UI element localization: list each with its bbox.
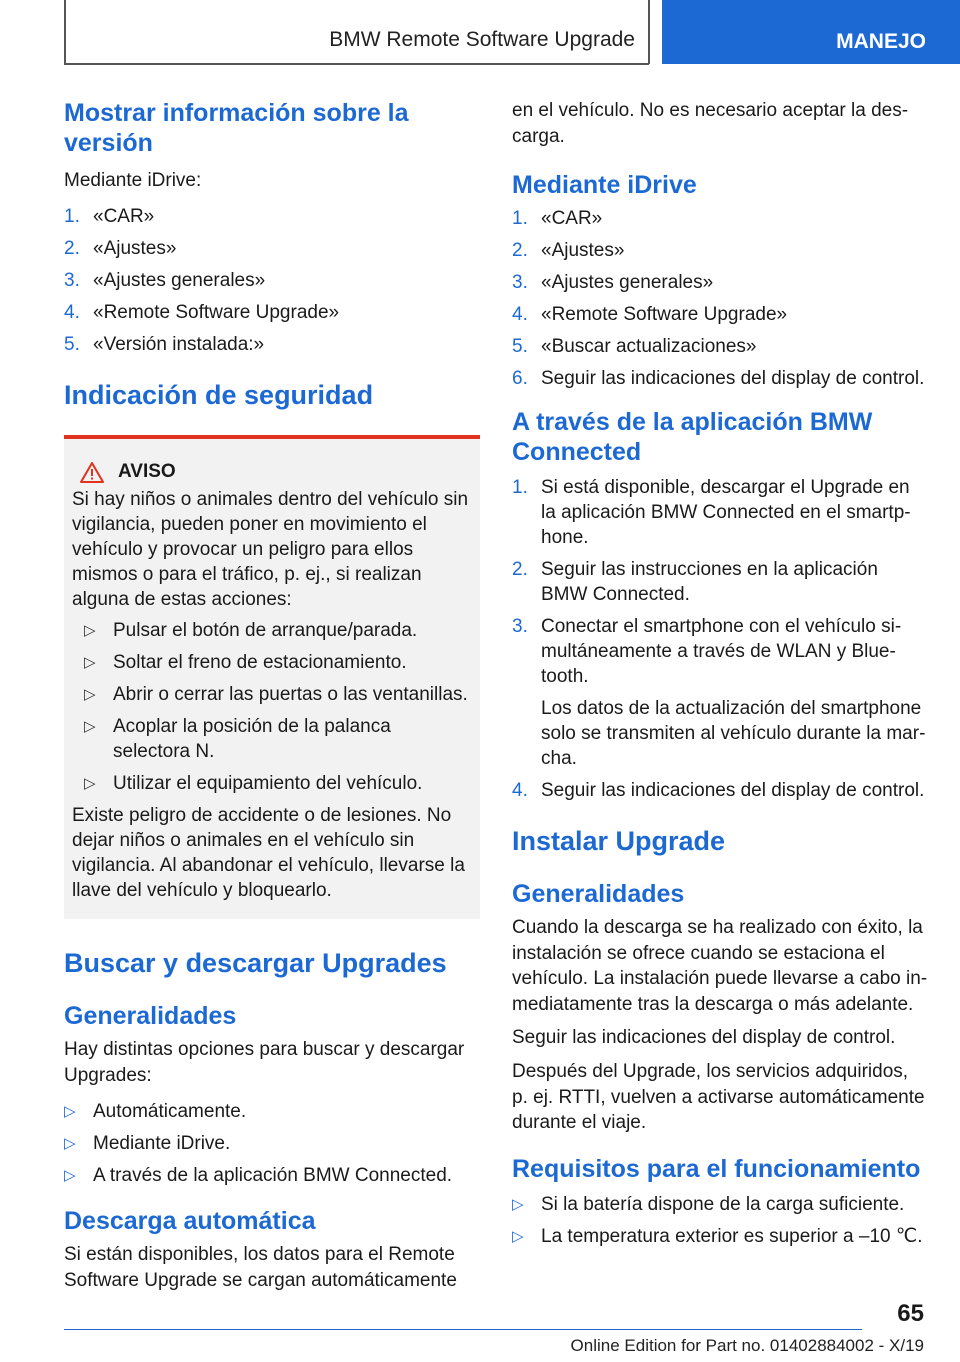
list-item: ▷ Pulsar el botón de arranque/parada. [84, 620, 418, 641]
version-intro: Mediante iDrive: [64, 170, 202, 191]
warning-actions [84, 618, 472, 796]
auto-download-text: Si están disponibles, los datos para el Remote Software Upgrade se cargan automáticamente [64, 1244, 457, 1291]
list-item: ▷ Soltar el freno de estacionamiento. [84, 652, 407, 673]
triangle-bullet-icon: ▷ [84, 718, 96, 735]
heading-search-download: Buscar y descargar Upgrades [64, 948, 447, 978]
header-rule-bottom [64, 63, 649, 65]
list-item: 4. «Remote Software Upgrade» [64, 302, 340, 323]
triangle-bullet-icon: ▷ [512, 1227, 524, 1245]
install-text-3: Después del Upgrade, los servicios adquiridos, p. ej. RTTI, vuelven a activarse automáticamente durante el viaje. [512, 1061, 925, 1133]
footer-edition: Online Edition for Part no. 01402884002 - X/19 [570, 1336, 924, 1355]
list-item: ▷ La temperatura exterior es superior a –10 ℃. [512, 1225, 923, 1247]
download-options [64, 1099, 480, 1188]
subheading-requirements: Requisitos para el funcionamiento [512, 1154, 921, 1183]
heading-safety: Indicación de seguridad [64, 380, 374, 410]
warning-label: AVISO [118, 461, 176, 482]
triangle-bullet-icon: ▷ [84, 775, 96, 792]
triangle-bullet-icon: ▷ [84, 622, 96, 639]
warning-box [64, 435, 480, 919]
triangle-bullet-icon: ▷ [84, 686, 96, 703]
auto-download-continued: en el vehículo. No es necesario aceptar la descarga. [512, 100, 909, 147]
heading-install: Instalar Upgrade [512, 826, 726, 856]
step-note: Los datos de la actualización del smartphone solo se transmiten al vehículo durante la marcha. [541, 698, 926, 769]
options-intro: Hay distintas opciones para buscar y descargar Upgrades: [64, 1039, 465, 1086]
list-item: 5. «Versión instalada:» [64, 334, 265, 355]
warning-triangle-icon [80, 462, 104, 483]
install-text-2: Seguir las indicaciones del display de control. [512, 1027, 896, 1048]
list-item: 1. «CAR» [64, 206, 155, 227]
list-item: 2. «Ajustes» [64, 238, 177, 259]
app-steps [512, 475, 928, 803]
subheading-idrive: Mediante iDrive [512, 171, 697, 199]
subheading-general: Generalidades [64, 1002, 237, 1030]
version-steps [64, 204, 480, 357]
header-rule-left [64, 0, 66, 64]
list-item: 2. «Ajustes» [512, 240, 625, 261]
list-item: 5. «Buscar actualizaciones» [512, 336, 757, 357]
triangle-bullet-icon: ▷ [64, 1135, 76, 1152]
left-column [64, 98, 480, 1294]
warning-text: Si hay niños o animales dentro del vehículo sin vigilancia, pueden poner en movimiento el vehículo y provocar un peligro para ellos mismos o para el tráfico, p. ej., si realizan alguna de estas acciones: [72, 489, 469, 610]
page-number: 65 [897, 1300, 924, 1327]
warning-header [80, 461, 472, 483]
list-item: ▷ Abrir o cerrar las puertas o las ventanillas. [84, 684, 468, 705]
list-item: 3. Conectar el smartphone con el vehículo simultáneamente a través de WLAN y Bluetooth. Los datos de la actualización del smartphone solo se transmiten al vehículo durante la marcha. [512, 614, 928, 771]
list-item: 6. Seguir las indicaciones del display de control. [512, 368, 925, 389]
warning-consequence: Existe peligro de accidente o de lesiones. No dejar niños o animales en el vehículo sin vigilancia. Al abandonar el vehículo, llevarse la llave del vehículo y bloquearlo. [72, 805, 465, 901]
install-text-1: Cuando la descarga se ha realizado con éxito, la instalación se ofrece cuando se estaciona el vehículo. La instalación puede llevarse a cabo inmediatamente tras la descarga o más adelante. [512, 917, 928, 1015]
list-item: 2. Seguir las instrucciones en la aplicación BMW Connected. [512, 559, 878, 605]
list-item: 1. «CAR» [512, 208, 603, 229]
triangle-bullet-icon: ▷ [512, 1195, 524, 1213]
heading-version-info: Mostrar información sobre la versión [64, 99, 409, 157]
subheading-app: A través de la aplicación BMW Connected [512, 408, 873, 466]
subheading-install-general: Generalidades [512, 880, 685, 908]
right-column [512, 98, 928, 1256]
header-title: BMW Remote Software Upgrade [329, 28, 635, 51]
list-item: ▷ Automáticamente. [64, 1101, 247, 1122]
list-item: 4. Seguir las indicaciones del display de control. [512, 780, 925, 801]
list-item: 3. «Ajustes generales» [512, 272, 714, 293]
list-item: ▷ Utilizar el equipamiento del vehículo. [84, 773, 423, 794]
triangle-bullet-icon: ▷ [84, 654, 96, 671]
requirements-list [512, 1192, 928, 1249]
list-item: ▷ Si la batería dispone de la carga suficiente. [512, 1193, 905, 1215]
subheading-auto-download: Descarga automática [64, 1207, 316, 1235]
list-item: ▷ Acoplar la posición de la palanca selectora N. [84, 716, 391, 762]
section-tab[interactable]: MANEJO [662, 0, 960, 64]
list-item: 3. «Ajustes generales» [64, 270, 266, 291]
list-item: 4. «Remote Software Upgrade» [512, 304, 788, 325]
list-item: ▷ Mediante iDrive. [64, 1133, 231, 1154]
footer-rule [64, 1329, 862, 1330]
list-item: 1. Si está disponible, descargar el Upgrade en la aplicación BMW Connected en el smartphone. [512, 477, 911, 548]
triangle-bullet-icon: ▷ [64, 1103, 76, 1120]
list-item: ▷ A través de la aplicación BMW Connected. [64, 1165, 453, 1186]
triangle-bullet-icon: ▷ [64, 1167, 76, 1184]
header-rule-right [648, 0, 650, 64]
idrive-steps [512, 206, 928, 391]
